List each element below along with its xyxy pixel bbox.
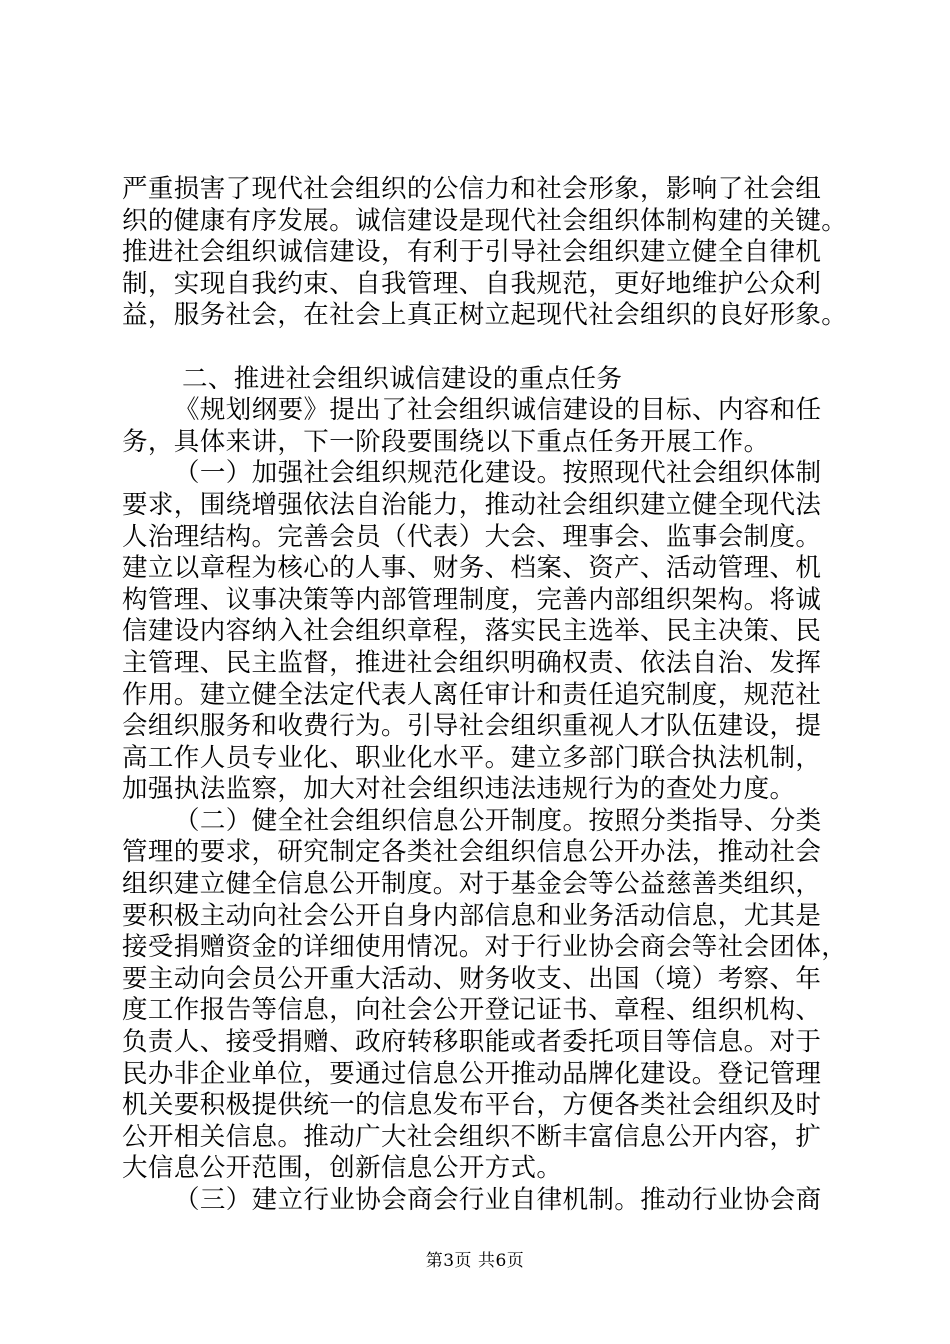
- text-line: 益，服务社会，在社会上真正树立起现代社会组织的良好形象。: [122, 300, 848, 331]
- text-line: 建立以章程为核心的人事、财务、档案、资产、活动管理、机: [122, 553, 822, 584]
- text-line: 接受捐赠资金的详细使用情况。对于行业协会商会等社会团体，: [122, 932, 848, 963]
- text-line: 要求，围绕增强依法自治能力，推动社会组织建立健全现代法: [122, 489, 822, 520]
- text-line: 人治理结构。完善会员（代表）大会、理事会、监事会制度。: [122, 521, 822, 552]
- text-line: 大信息公开范围，创新信息公开方式。: [122, 1153, 563, 1184]
- text-line: 加强执法监察，加大对社会组织违法违规行为的查处力度。: [122, 774, 796, 805]
- text-line: 高工作人员专业化、职业化水平。建立多部门联合执法机制，: [122, 742, 822, 773]
- text-line: 严重损害了现代社会组织的公信力和社会形象，影响了社会组: [122, 174, 822, 204]
- text-line: （三）建立行业协会商会行业自律机制。推动行业协会商: [174, 1185, 822, 1215]
- text-line: 构管理、议事决策等内部管理制度，完善内部组织架构。将诚: [122, 584, 822, 615]
- text-line: 务，具体来讲，下一阶段要围绕以下重点任务开展工作。: [122, 426, 770, 457]
- text-line: 机关要积极提供统一的信息发布平台，方便各类社会组织及时: [122, 1090, 822, 1121]
- text-line: 要主动向会员公开重大活动、财务收支、出国（境）考察、年: [122, 963, 822, 994]
- text-line: 二、推进社会组织诚信建设的重点任务: [182, 363, 623, 394]
- text-line: 会组织服务和收费行为。引导社会组织重视人才队伍建设，提: [122, 711, 822, 742]
- text-line: （二）健全社会组织信息公开制度。按照分类指导、分类: [174, 805, 822, 836]
- text-line: 负责人、接受捐赠、政府转移职能或者委托项目等信息。对于: [122, 1027, 822, 1058]
- text-line: 管理的要求，研究制定各类社会组织信息公开办法，推动社会: [122, 837, 822, 868]
- blank-line: [122, 332, 832, 364]
- text-line: 制，实现自我约束、自我管理、自我规范，更好地维护公众利: [122, 268, 822, 299]
- text-line: 组织建立健全信息公开制度。对于基金会等公益慈善类组织，: [122, 869, 822, 900]
- text-line: 作用。建立健全法定代表人离任审计和责任追究制度，规范社: [122, 679, 822, 710]
- text-line: 度工作报告等信息，向社会公开登记证书、章程、组织机构、: [122, 995, 822, 1026]
- text-line: 要积极主动向社会公开自身内部信息和业务活动信息，尤其是: [122, 900, 822, 931]
- text-line: （一）加强社会组织规范化建设。按照现代社会组织体制: [174, 458, 822, 489]
- text-line: 民办非企业单位，要通过信息公开推动品牌化建设。登记管理: [122, 1058, 822, 1089]
- text-line: 《规划纲要》提出了社会组织诚信建设的目标、内容和任: [174, 395, 822, 426]
- page-footer: 第3页 共6页: [425, 1251, 525, 1271]
- text-line: 公开相关信息。推动广大社会组织不断丰富信息公开内容，扩: [122, 1121, 822, 1152]
- document-body: [122, 174, 848, 1217]
- text-line: 信建设内容纳入社会组织章程，落实民主选举、民主决策、民: [122, 616, 822, 647]
- text-line: 推进社会组织诚信建设，有利于引导社会组织建立健全自律机: [122, 237, 822, 268]
- text-line: 织的健康有序发展。诚信建设是现代社会组织体制构建的关键。: [122, 205, 848, 236]
- text-line: 主管理、民主监督，推进社会组织明确权责、依法自治、发挥: [122, 647, 822, 678]
